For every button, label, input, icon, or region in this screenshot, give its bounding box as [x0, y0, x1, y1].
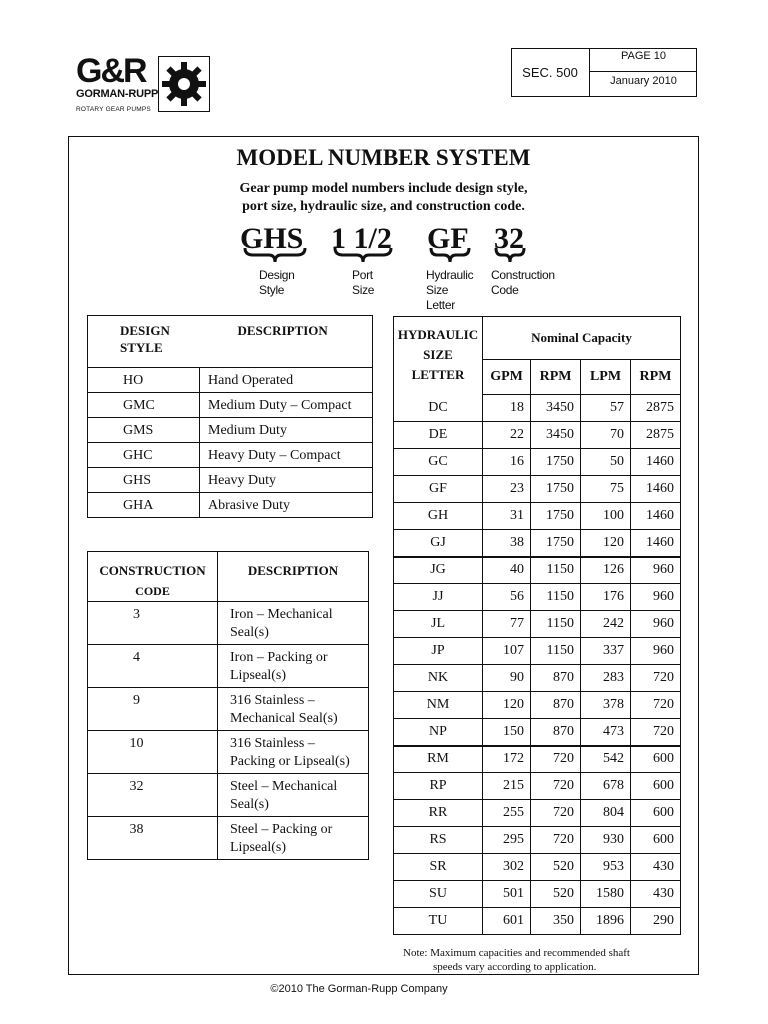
model-code-port: 1 1/2: [331, 222, 392, 255]
logo-letters: G&R: [76, 52, 146, 90]
rpm-value: 1460: [630, 476, 680, 503]
design-desc: Heavy Duty: [200, 468, 373, 493]
desc-line: Iron – Mechanical: [230, 607, 333, 622]
label-line: Hydraulic: [426, 268, 474, 282]
hydraulic-letter: RR: [394, 800, 483, 827]
desc-line: Mechanical Seal(s): [230, 711, 338, 726]
rpm-value: 430: [630, 881, 680, 908]
rpm-value: 720: [630, 692, 680, 719]
rpm-value: 1750: [531, 449, 581, 476]
model-label-hydraulic: [426, 268, 473, 313]
brace-icon: [333, 246, 393, 264]
rpm-value: 1150: [531, 611, 581, 638]
hydraulic-letter: SR: [394, 854, 483, 881]
brace-icon: [494, 246, 526, 264]
gpm-value: 120: [483, 692, 531, 719]
table-header-row: [88, 552, 369, 602]
rpm-value: 720: [531, 773, 581, 800]
rpm-value: 2875: [630, 422, 680, 449]
rpm-value: 3450: [531, 422, 581, 449]
gpm-value: 90: [483, 665, 531, 692]
construction-desc: [218, 688, 369, 731]
table-row: [88, 393, 373, 418]
rpm-value: 3450: [531, 395, 581, 422]
rpm-value: 960: [630, 638, 680, 665]
hydraulic-letter: GJ: [394, 530, 483, 557]
design-code: GHC: [88, 443, 200, 468]
copyright: ©2010 The Gorman-Rupp Company: [270, 983, 448, 995]
rpm-value: 1460: [630, 503, 680, 530]
gpm-value: 77: [483, 611, 531, 638]
design-desc: Heavy Duty – Compact: [200, 443, 373, 468]
hydraulic-size-table: [393, 316, 681, 935]
gpm-value: 16: [483, 449, 531, 476]
gear-logo-icon: [158, 56, 210, 112]
table-row: [88, 418, 373, 443]
design-code: GHS: [88, 468, 200, 493]
desc-line: Lipseal(s): [230, 840, 286, 855]
desc-line: Packing or Lipseal(s): [230, 754, 350, 769]
design-code: HO: [88, 368, 200, 393]
model-code-construction: 32: [494, 222, 524, 255]
rpm-value: 720: [630, 719, 680, 746]
hydraulic-letter: GH: [394, 503, 483, 530]
construction-code: 10: [88, 731, 218, 774]
gpm-value: 150: [483, 719, 531, 746]
lpm-value: 242: [581, 611, 631, 638]
construction-desc: [218, 731, 369, 774]
rpm-value: 960: [630, 611, 680, 638]
rpm-value: 1460: [630, 449, 680, 476]
note-text: [403, 946, 630, 974]
model-label-construction: [491, 268, 555, 298]
rpm-value: 350: [531, 908, 581, 935]
logo-name: GORMAN-RUPP: [76, 88, 159, 100]
description-header: DESCRIPTION: [218, 552, 369, 602]
lpm-value: 120: [581, 530, 631, 557]
lpm-value: 100: [581, 503, 631, 530]
rpm-value: 960: [630, 557, 680, 584]
hydraulic-letter-header: [394, 317, 483, 395]
header-line: STYLE: [120, 340, 163, 355]
hydraulic-letter: NK: [394, 665, 483, 692]
hydraulic-letter: SU: [394, 881, 483, 908]
column-header-rpm: RPM: [630, 360, 680, 395]
table-row: [394, 881, 681, 908]
table-row: [88, 602, 369, 645]
hydraulic-letter: GF: [394, 476, 483, 503]
rpm-value: 520: [531, 881, 581, 908]
gpm-value: 18: [483, 395, 531, 422]
header-line: CODE: [135, 584, 170, 598]
rpm-value: 720: [531, 800, 581, 827]
table-row: [88, 443, 373, 468]
hydraulic-letter: JG: [394, 557, 483, 584]
lpm-value: 57: [581, 395, 631, 422]
design-desc: Hand Operated: [200, 368, 373, 393]
table-row: [88, 368, 373, 393]
hydraulic-table-body: [394, 395, 681, 935]
table-row: [394, 530, 681, 557]
gpm-value: 601: [483, 908, 531, 935]
gpm-value: 40: [483, 557, 531, 584]
rpm-value: 1750: [531, 530, 581, 557]
gpm-value: 295: [483, 827, 531, 854]
desc-line: Iron – Packing or: [230, 650, 328, 665]
table-row: [88, 493, 373, 518]
label-line: Construction: [491, 268, 555, 282]
construction-code: 38: [88, 817, 218, 860]
table-row: [88, 645, 369, 688]
table-row: [394, 422, 681, 449]
table-row: [88, 688, 369, 731]
model-code-design: GHS: [240, 222, 304, 255]
table-row: [394, 584, 681, 611]
desc-line: Lipseal(s): [230, 668, 286, 683]
rpm-value: 720: [531, 746, 581, 773]
lpm-value: 1896: [581, 908, 631, 935]
table-row: [394, 557, 681, 584]
table-header-row: [394, 317, 681, 360]
table-row: [88, 817, 369, 860]
label-line: Port: [352, 268, 373, 282]
description-header: DESCRIPTION: [200, 316, 373, 368]
hydraulic-letter: NP: [394, 719, 483, 746]
lpm-value: 953: [581, 854, 631, 881]
model-code-hydraulic: GF: [427, 222, 469, 255]
hydraulic-letter: JP: [394, 638, 483, 665]
header-line: LETTER: [411, 367, 465, 382]
table-row: [394, 692, 681, 719]
rpm-value: 720: [630, 665, 680, 692]
header-line: SIZE: [423, 347, 453, 362]
construction-code-header: [88, 552, 218, 602]
rpm-value: 1750: [531, 476, 581, 503]
gpm-value: 23: [483, 476, 531, 503]
table-row: [394, 395, 681, 422]
rpm-value: 960: [630, 584, 680, 611]
rpm-value: 870: [531, 719, 581, 746]
hydraulic-letter: RS: [394, 827, 483, 854]
gpm-value: 22: [483, 422, 531, 449]
construction-desc: [218, 602, 369, 645]
gpm-value: 255: [483, 800, 531, 827]
model-label-port: [352, 268, 374, 298]
lpm-value: 126: [581, 557, 631, 584]
lpm-value: 283: [581, 665, 631, 692]
desc-line: 316 Stainless –: [230, 693, 315, 708]
lpm-value: 75: [581, 476, 631, 503]
brace-icon: [243, 246, 307, 264]
label-line: Design: [259, 268, 295, 282]
gpm-value: 56: [483, 584, 531, 611]
section-number: SEC. 500: [522, 65, 578, 80]
table-row: [394, 503, 681, 530]
rpm-value: 870: [531, 692, 581, 719]
page-date: January 2010: [610, 75, 677, 87]
gpm-value: 31: [483, 503, 531, 530]
lpm-value: 1580: [581, 881, 631, 908]
gpm-value: 215: [483, 773, 531, 800]
table-row: [88, 774, 369, 817]
table-row: [394, 800, 681, 827]
label-line: Size: [426, 283, 449, 297]
hydraulic-letter: JL: [394, 611, 483, 638]
design-desc: Medium Duty – Compact: [200, 393, 373, 418]
table-row: [394, 746, 681, 773]
section-divider: [589, 71, 697, 72]
desc-line: 316 Stainless –: [230, 736, 315, 751]
lpm-value: 50: [581, 449, 631, 476]
lpm-value: 337: [581, 638, 631, 665]
construction-desc: [218, 645, 369, 688]
rpm-value: 600: [630, 746, 680, 773]
hydraulic-letter: JJ: [394, 584, 483, 611]
logo-subtitle: ROTARY GEAR PUMPS: [76, 106, 151, 113]
hydraulic-letter: NM: [394, 692, 483, 719]
design-desc: Medium Duty: [200, 418, 373, 443]
lpm-value: 473: [581, 719, 631, 746]
table-row: [394, 773, 681, 800]
model-label-design: [259, 268, 295, 298]
rpm-value: 600: [630, 773, 680, 800]
design-style-header: [88, 316, 200, 368]
label-line: Style: [259, 283, 285, 297]
header-line: HYDRAULIC: [397, 327, 479, 342]
gpm-value: 38: [483, 530, 531, 557]
gpm-value: 172: [483, 746, 531, 773]
label-line: Letter: [426, 298, 455, 312]
column-header-lpm: LPM: [581, 360, 631, 395]
design-code: GMS: [88, 418, 200, 443]
construction-code: 9: [88, 688, 218, 731]
rpm-value: 520: [531, 854, 581, 881]
lpm-value: 678: [581, 773, 631, 800]
design-desc: Abrasive Duty: [208, 498, 291, 513]
note-line: Note: Maximum capacities and recommended shaft: [403, 947, 630, 959]
hydraulic-letter: DE: [394, 422, 483, 449]
rpm-value: 1750: [531, 503, 581, 530]
construction-code: 3: [88, 602, 218, 645]
construction-code: 4: [88, 645, 218, 688]
table-row: [394, 611, 681, 638]
rpm-value: 2875: [630, 395, 680, 422]
lpm-value: 176: [581, 584, 631, 611]
lpm-value: 804: [581, 800, 631, 827]
desc-line: Steel – Mechanical: [230, 779, 338, 794]
table-row: [88, 731, 369, 774]
brace-icon: [429, 246, 471, 264]
design-style-table: [87, 315, 373, 518]
lpm-value: 378: [581, 692, 631, 719]
table-row: [394, 827, 681, 854]
page-number: PAGE 10: [620, 50, 667, 62]
rpm-value: 1150: [531, 584, 581, 611]
rpm-value: 600: [630, 800, 680, 827]
construction-code-table: [87, 551, 369, 860]
rpm-value: 600: [630, 827, 680, 854]
nominal-capacity-header: Nominal Capacity: [483, 317, 681, 360]
intro-line: Gear pump model numbers include design style,: [239, 181, 528, 196]
hydraulic-letter: GC: [394, 449, 483, 476]
page-title: MODEL NUMBER SYSTEM: [236, 145, 531, 170]
gpm-value: 501: [483, 881, 531, 908]
table-row: [394, 665, 681, 692]
rpm-value: 1460: [630, 530, 680, 557]
lpm-value: 542: [581, 746, 631, 773]
column-header-rpm: RPM: [531, 360, 581, 395]
construction-desc: [218, 774, 369, 817]
design-code: GMC: [88, 393, 200, 418]
design-code: GHA: [88, 493, 200, 518]
table-row: [394, 638, 681, 665]
label-line: Size: [352, 283, 375, 297]
hydraulic-letter: DC: [394, 395, 483, 422]
table-row: [394, 908, 681, 935]
rpm-value: 1150: [531, 638, 581, 665]
header-line: DESIGN: [120, 323, 170, 338]
construction-desc: [218, 817, 369, 860]
desc-line: Steel – Packing or: [230, 822, 333, 837]
desc-line: Seal(s): [230, 625, 269, 640]
table-header-row: [88, 316, 373, 368]
lpm-value: 70: [581, 422, 631, 449]
table-row: [394, 476, 681, 503]
rpm-value: 870: [531, 665, 581, 692]
rpm-value: 430: [630, 854, 680, 881]
rpm-value: 1150: [531, 557, 581, 584]
note-line: speeds vary according to application.: [433, 961, 597, 973]
lpm-value: 930: [581, 827, 631, 854]
desc-line: Seal(s): [230, 797, 269, 812]
construction-code: 32: [88, 774, 218, 817]
gpm-value: 107: [483, 638, 531, 665]
rpm-value: 290: [653, 913, 674, 928]
hydraulic-letter: RP: [394, 773, 483, 800]
hydraulic-letter: TU: [394, 908, 483, 935]
intro-text: [68, 180, 699, 216]
label-line: Code: [491, 283, 519, 297]
table-row: [88, 468, 373, 493]
table-row: [394, 449, 681, 476]
rpm-value: 720: [531, 827, 581, 854]
table-row: [394, 719, 681, 746]
gpm-value: 302: [483, 854, 531, 881]
intro-line: port size, hydraulic size, and construction code.: [242, 199, 525, 214]
column-header-gpm: GPM: [483, 360, 531, 395]
table-row: [394, 854, 681, 881]
header-line: CONSTRUCTION: [99, 563, 206, 578]
hydraulic-letter: RM: [394, 746, 483, 773]
